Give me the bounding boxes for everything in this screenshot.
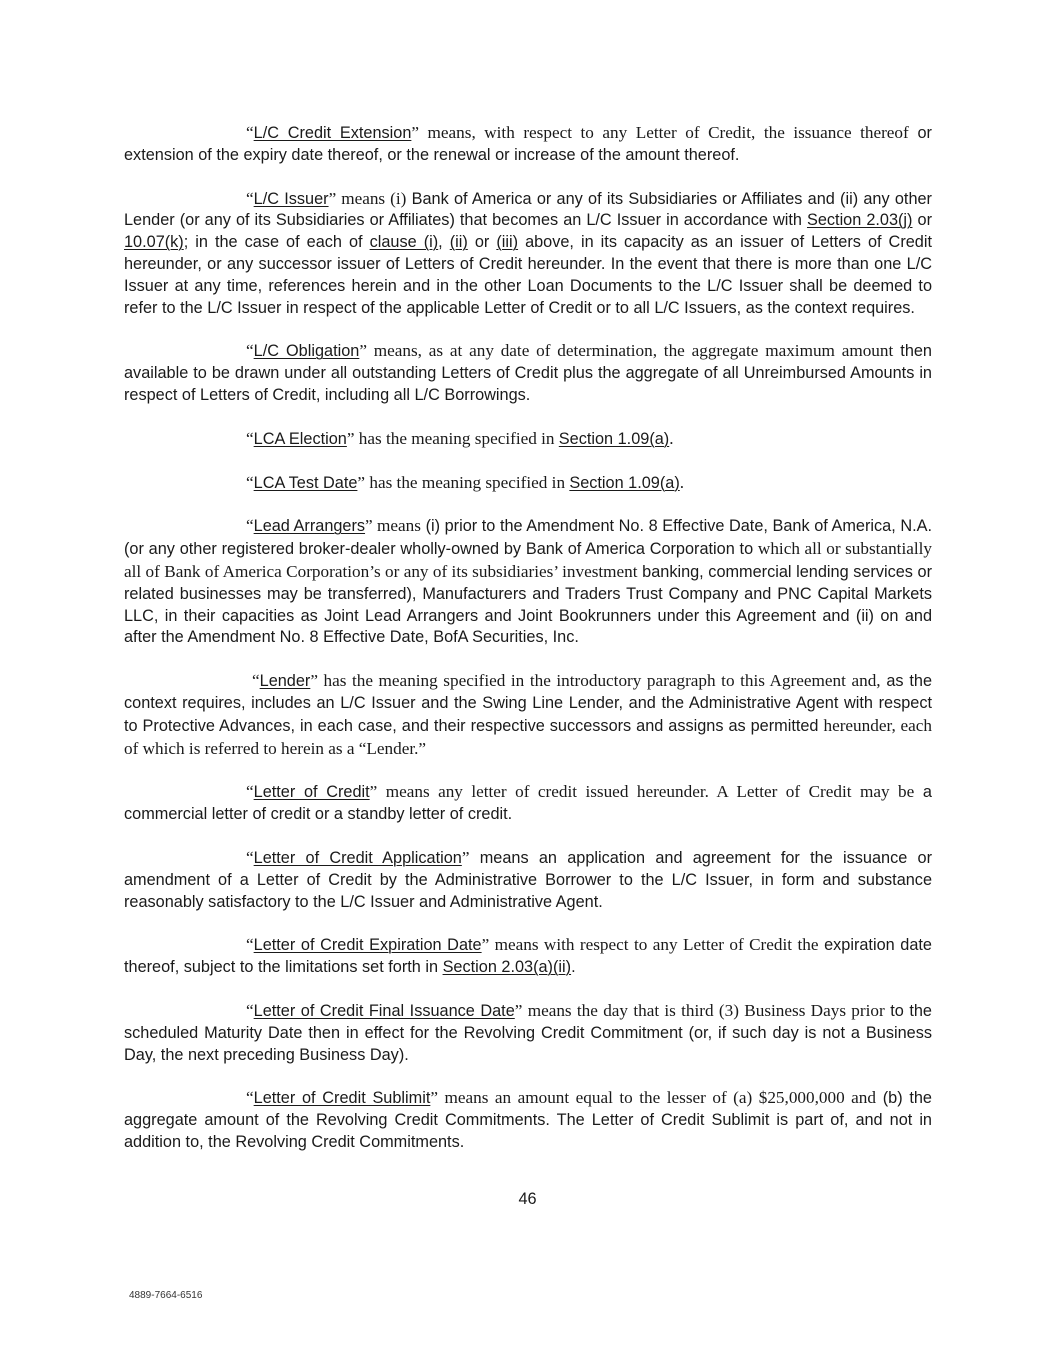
defined-term: Letter of Credit [253,783,370,802]
defined-term: Letter of Credit Final Issuance Date [253,1001,515,1020]
definition-letter-of-credit: “Letter of Credit” means any letter of credit issued hereunder. A Letter of Credit may be a commercial letter of credit or a standby letter of credit. [124,782,932,824]
defined-term: LCA Test Date [253,473,358,492]
definition-lead-arrangers: “Lead Arrangers” means (i) prior to the Amendment No. 8 Effective Date, Bank of America, N.A. (or any other registered broker-dealer wholly-owned by Bank of America Corporation to which all or substantially all of Bank of America Corporation’s or any of its subsidiaries’ investment banking, commercial lending services or related businesses may be transferred), Manufacturers and Traders Trust Company and PNC Capital Markets LLC, in their capacities as Joint Lead Arrangers and Joint Bookrunners under this Agreement and (ii) on and after the Amendment No. 8 Effective Date, BofA Securities, Inc. [124,516,932,647]
clause-reference: (ii) [449,233,468,252]
definition-letter-of-credit-application: “Letter of Credit Application” means an application and agreement for the issuance or amendment of a Letter of Credit by the Administrative Borrower to the L/C Issuer, in form and substance reasonably satisfactory to the L/C Issuer and Administrative Agent. [124,847,933,911]
section-reference: Section 1.09(a) [569,473,680,492]
definition-lca-test-date: “LCA Test Date” has the meaning specified in Section 1.09(a). [246,472,685,492]
defined-term: L/C Obligation [253,342,360,361]
definition-lc-obligation: “L/C Obligation” means, as at any date of determination, the aggregate maximum amount then available to be drawn under all outstanding Letters of Credit plus the aggregate of all Unreimbursed Amounts in respect of Letters of Credit, including all L/C Borrowings. [124,341,932,404]
section-reference: 10.07(k) [124,233,184,252]
definition-letter-of-credit-sublimit: “Letter of Credit Sublimit” means an amount equal to the lesser of (a) $25,000,000 and (b) the aggregate amount of the Revolving Credit Commitments. The Letter of Credit Sublimit is part of, and not in addition to, the Revolving Credit Commitments. [124,1088,932,1151]
defined-term: L/C Credit Extension [253,124,412,142]
defined-term: Letter of Credit Expiration Date [253,936,482,955]
defined-term: Letter of Credit Sublimit [253,1089,431,1108]
definition-lc-issuer: “L/C Issuer” means (i) Bank of America or any of its Subsidiaries or Affiliates and (ii) any other Lender (or any of its Subsidiaries or Affiliates) that becomes an L/C Issuer in accordance with Section 2.03(j) or 10.07(k); in the case of each of clause (i), (ii) or (iii) above, in its capacity as an issuer of Letters of Credit hereunder, or any successor issuer of Letters of Credit hereunder. In the event that there is more than one L/C Issuer at any time, references herein and in the other Loan Documents to the L/C Issuer shall be deemed to refer to the L/C Issuer in respect of the applicable Letter of Credit or to all L/C Issuers, as the context requires. [124,188,932,317]
defined-term: LCA Election [253,429,347,448]
definition-lca-election: “LCA Election” has the meaning specified in Section 1.09(a). [246,428,674,448]
defined-term: L/C Issuer [253,189,329,208]
section-reference: Section 2.03(j) [806,211,913,230]
definition-lender: “Lender” has the meaning specified in the introductory paragraph to this Agreement and, as the context requires, includes an L/C Issuer and the Swing Line Lender, and the Administrative Agent with respect to Protective Advances, in each case, and their respective successors and assigns as permitted hereunder, each of which is referred to herein as a “Lender.” [124,671,933,758]
defined-term: Lead Arrangers [253,517,366,536]
defined-term: Letter of Credit Application [253,848,462,867]
definition-letter-of-credit-expiration-date: “Letter of Credit Expiration Date” means with respect to any Letter of Credit the expiration date thereof, subject to the limitations set forth in Section 2.03(a)(ii). [124,935,932,977]
definition-lc-credit-extension: “L/C Credit Extension” means, with respect to any Letter of Credit, the issuance thereof or extension of the expiry date thereof, or the renewal or increase of the amount thereof. [124,123,932,164]
clause-reference: (iii) [496,233,519,252]
definition-letter-of-credit-final-issuance-date: “Letter of Credit Final Issuance Date” means the day that is third (3) Business Days prior to the scheduled Maturity Date then in effect for the Revolving Credit Commitment (or, if such day is not a Business Day, the next preceding Business Day). [124,1000,932,1064]
page-number: 46 [518,1190,537,1208]
document-id: 4889-7664-6516 [129,1290,203,1301]
section-reference: Section 1.09(a) [558,429,670,448]
clause-reference: clause (i) [369,233,439,252]
document-body [124,122,932,1175]
section-reference: Section 2.03(a)(ii) [442,958,572,977]
defined-term: Lender [259,672,311,691]
